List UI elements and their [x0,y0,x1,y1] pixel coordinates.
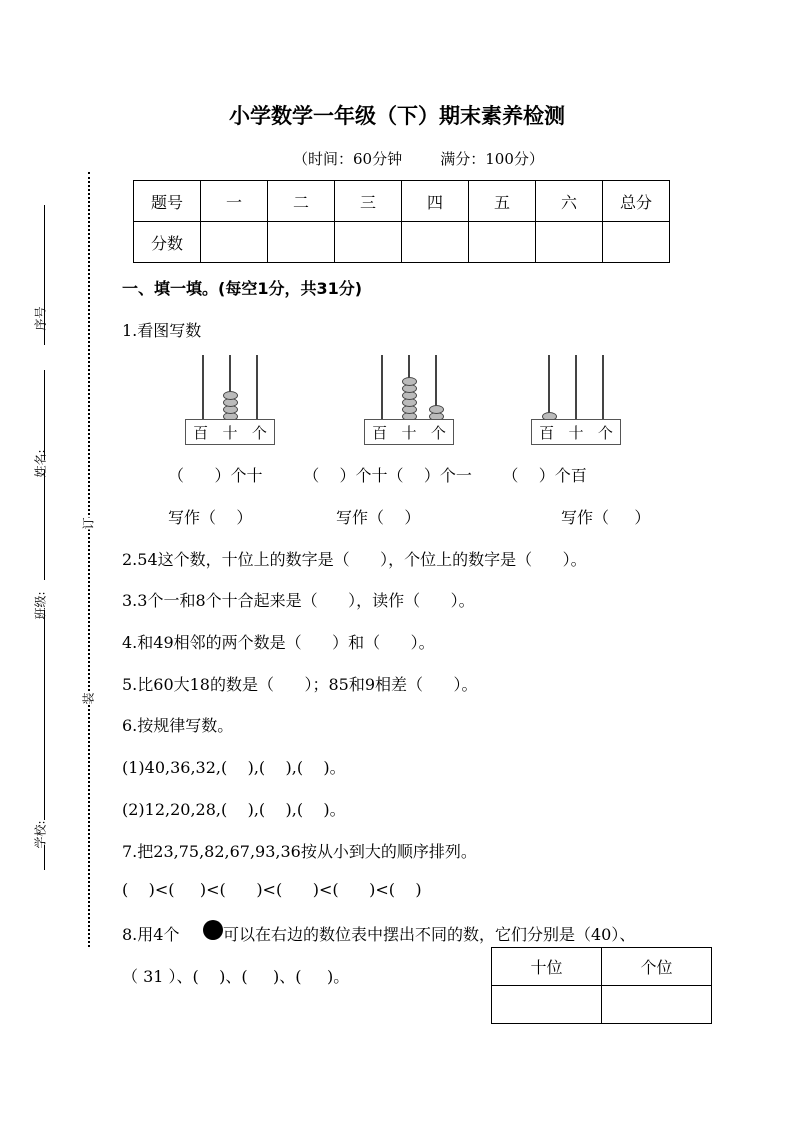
table-row [492,986,712,1024]
binding-dotted-line [88,172,90,947]
abacus-label: 个 [430,423,446,442]
xian-mark: 装 [81,692,96,705]
header-cell: 题号 [134,181,201,222]
rod-hundreds [548,355,550,419]
header-cell: 四 [402,181,469,222]
class-label: 班级: [33,591,48,620]
question-6-title: 6.按规律写数。 [122,716,234,735]
table-row [134,181,670,222]
abacus-label: 十 [222,423,238,442]
rod-hundreds [381,355,383,419]
school-label: 学校: [33,820,48,849]
abacus-base [531,419,621,445]
school-underline [44,845,45,870]
abacus-base [364,419,454,445]
header-cell: 六 [536,181,603,222]
score-cell[interactable] [469,222,536,263]
row-label: 分数 [134,222,201,263]
abacus-base [185,419,275,445]
ding-mark: 订 [81,517,96,530]
header-cell: 总分 [603,181,670,222]
bead [223,391,238,400]
page-title: 小学数学一年级（下）期末素养检测 [229,104,565,128]
score-cell[interactable] [335,222,402,263]
score-cell[interactable] [536,222,603,263]
header-cell: 十位 [492,948,602,986]
abacus-3 [531,355,621,447]
rod-tens [575,355,577,419]
counter-dot-icon [203,920,223,940]
class-underline-2 [44,610,45,820]
question-1-write-3: 写作（ ） [561,508,651,527]
header-cell: 一 [201,181,268,222]
table-row [492,948,712,986]
question-8-line-1b: 可以在右边的数位表中摆出不同的数，它们分别是（40）、 [223,925,636,944]
question-1-fill: （ ）个十 （ ）个十（ ）个一 （ ）个百 [168,466,587,485]
header-cell: 三 [335,181,402,222]
name-underline [44,370,45,460]
question-2: 2.54这个数，十位上的数字是（ ），个位上的数字是（ ）。 [122,550,587,569]
abacus-label: 百 [539,423,555,442]
score-table [133,180,670,263]
question-4: 4.和49相邻的两个数是（ ）和（ ）。 [122,633,435,652]
header-cell: 五 [469,181,536,222]
score-cell[interactable] [201,222,268,263]
answer-cell[interactable] [492,986,602,1024]
rod-ones [602,355,604,419]
abacus-label: 个 [251,423,267,442]
abacus-2 [364,355,454,447]
answer-cell[interactable] [602,986,712,1024]
question-1-write-2: 写作（ ） [336,508,421,527]
rod-ones [256,355,258,419]
question-8-line-2: （ 31 ）、( )、( )、( )。 [122,967,350,986]
abacus-label: 十 [568,423,584,442]
score-cell[interactable] [603,222,670,263]
question-7-line: ( )<( )<( )<( )<( )<( ) [122,880,422,899]
question-5: 5.比60大18的数是（ ）；85和9相差（ ）。 [122,675,478,694]
abacus-label: 百 [193,423,209,442]
exam-info: （时间：60分钟 满分：100分） [293,150,544,168]
score-cell[interactable] [268,222,335,263]
class-underline [44,470,45,580]
abacus-label: 十 [401,423,417,442]
abacus-1 [185,355,275,447]
name-label: 姓名: [33,449,48,478]
score-cell[interactable] [402,222,469,263]
question-3: 3.3个一和8个十合起来是（ ），读作（ ）。 [122,591,475,610]
abacus-label: 个 [597,423,613,442]
question-6-line-1: (1)40,36,32,( ),( ),( )。 [122,758,346,777]
question-7-title: 7.把23,75,82,67,93,36按从小到大的顺序排列。 [122,842,477,861]
abacus-label: 百 [372,423,388,442]
table-row [134,222,670,263]
bead [429,405,444,414]
question-8-line-1a: 8.用4个 [122,925,180,944]
question-1-write-1: 写作（ ） [168,508,253,527]
place-value-table [491,947,712,1024]
question-1-title: 1.看图写数 [122,321,202,340]
bead [402,377,417,386]
header-cell: 个位 [602,948,712,986]
rod-hundreds [202,355,204,419]
header-cell: 二 [268,181,335,222]
question-6-line-2: (2)12,20,28,( ),( ),( )。 [122,800,346,819]
section-heading: 一、填一填。(每空1分，共31分) [122,279,363,298]
serial-label: 序号 [33,306,48,331]
